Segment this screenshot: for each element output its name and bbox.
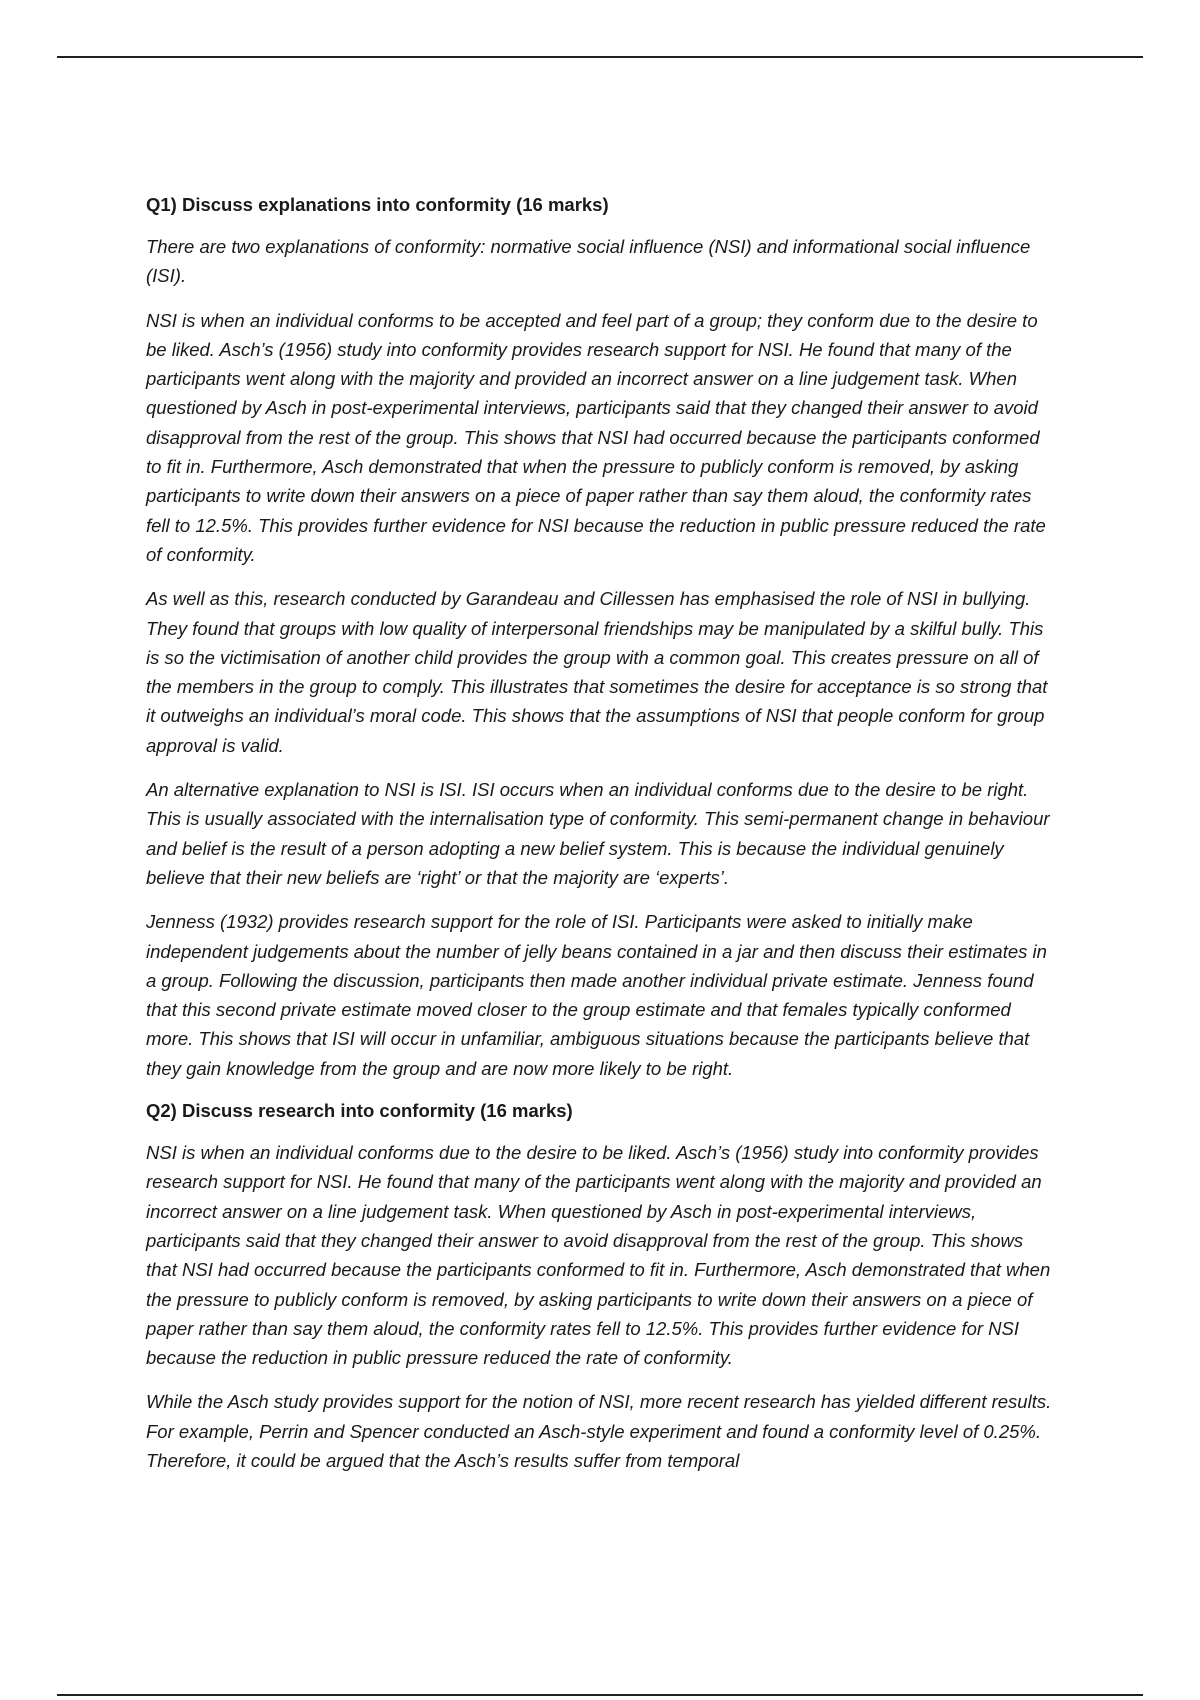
q1-paragraph-bullying: As well as this, research conducted by Garandeau and Cillessen has emphasised the role of NSI in bullying. They found that groups with low quality of interpersonal friendships may be manipulated by a skilful bully. This is so the victimisation of another child provides the group with a common goal. This creates pressure on all of the members in the group to comply. This illustrates that sometimes the desire for acceptance is so strong that it outweighs an individual’s moral code. This shows that the assumptions of NSI that people conform for group approval is valid. xyxy=(146,588,1048,756)
q2-paragraph-recent-research: While the Asch study provides support for the notion of NSI, more recent research has yielded different results. For example, Perrin and Spencer conducted an Asch-style experiment and found a conformity level of 0.25%. Therefore, it could be argued that the Asch’s results suffer from temporal xyxy=(146,1391,1052,1471)
q1-paragraph-nsi: NSI is when an individual conforms to be accepted and feel part of a group; they conform due to the desire to be liked. Asch’s (1956) study into conformity provides research support for NSI. He found that many of the participants went along with the majority and provided an incorrect answer on a line judgement task. When questioned by Asch in post-experimental interviews, participants said that they changed their answer to avoid disapproval from the rest of the group. This shows that NSI had occurred because the participants conformed to fit in. Furthermore, Asch demonstrated that when the pressure to publicly conform is removed, by asking participants to write down their answers on a piece of paper rather than say them aloud, the conformity rates fell to 12.5%. This provides further evidence for NSI because the reduction in public pressure reduced the rate of conformity. xyxy=(146,309,1046,565)
q1-paragraph-intro: There are two explanations of conformity: normative social influence (NSI) and informational social influence (ISI). xyxy=(146,236,1031,287)
q1-heading: Q1) Discuss explanations into conformity (16 marks) xyxy=(146,194,609,215)
q2-paragraph-nsi: NSI is when an individual conforms due to the desire to be liked. Asch’s (1956) study into conformity provides research support for NSI. He found that many of the participants went along with the majority and provided an incorrect answer on a line judgement task. When questioned by Asch in post-experimental interviews, participants said that they changed their answer to avoid disapproval from the rest of the group. This shows that NSI had occurred because the participants conformed to fit in. Furthermore, Asch demonstrated that when the pressure to publicly conform is removed, by asking participants to write down their answers on a piece of paper rather than say them aloud, the conformity rates fell to 12.5%. This provides further evidence for NSI because the reduction in public pressure reduced the rate of conformity. xyxy=(146,1142,1051,1369)
q2-heading: Q2) Discuss research into conformity (16 marks) xyxy=(146,1100,573,1122)
q1-paragraph-jenness: Jenness (1932) provides research support for the role of ISI. Participants were asked to initially make independent judgements about the number of jelly beans contained in a jar and then discuss their estimates in a group. Following the discussion, participants then made another individual private estimate. Jenness found that this second private estimate moved closer to the group estimate and that females typically conformed more. This shows that ISI will occur in unfamiliar, ambiguous situations because the participants believe that they gain knowledge from the group and are now more likely to be right. xyxy=(146,911,1047,1079)
q1-paragraph-isi: An alternative explanation to NSI is ISI. ISI occurs when an individual conforms due to the desire to be right. This is usually associated with the internalisation type of conformity. This semi-permanent change in behaviour and belief is the result of a person adopting a new belief system. This is because the individual genuinely believe that their new beliefs are ‘right’ or that the majority are ‘experts’. xyxy=(146,779,1050,888)
document-body xyxy=(146,192,1058,1490)
footer-rule xyxy=(57,1694,1143,1696)
header-rule xyxy=(57,56,1143,58)
